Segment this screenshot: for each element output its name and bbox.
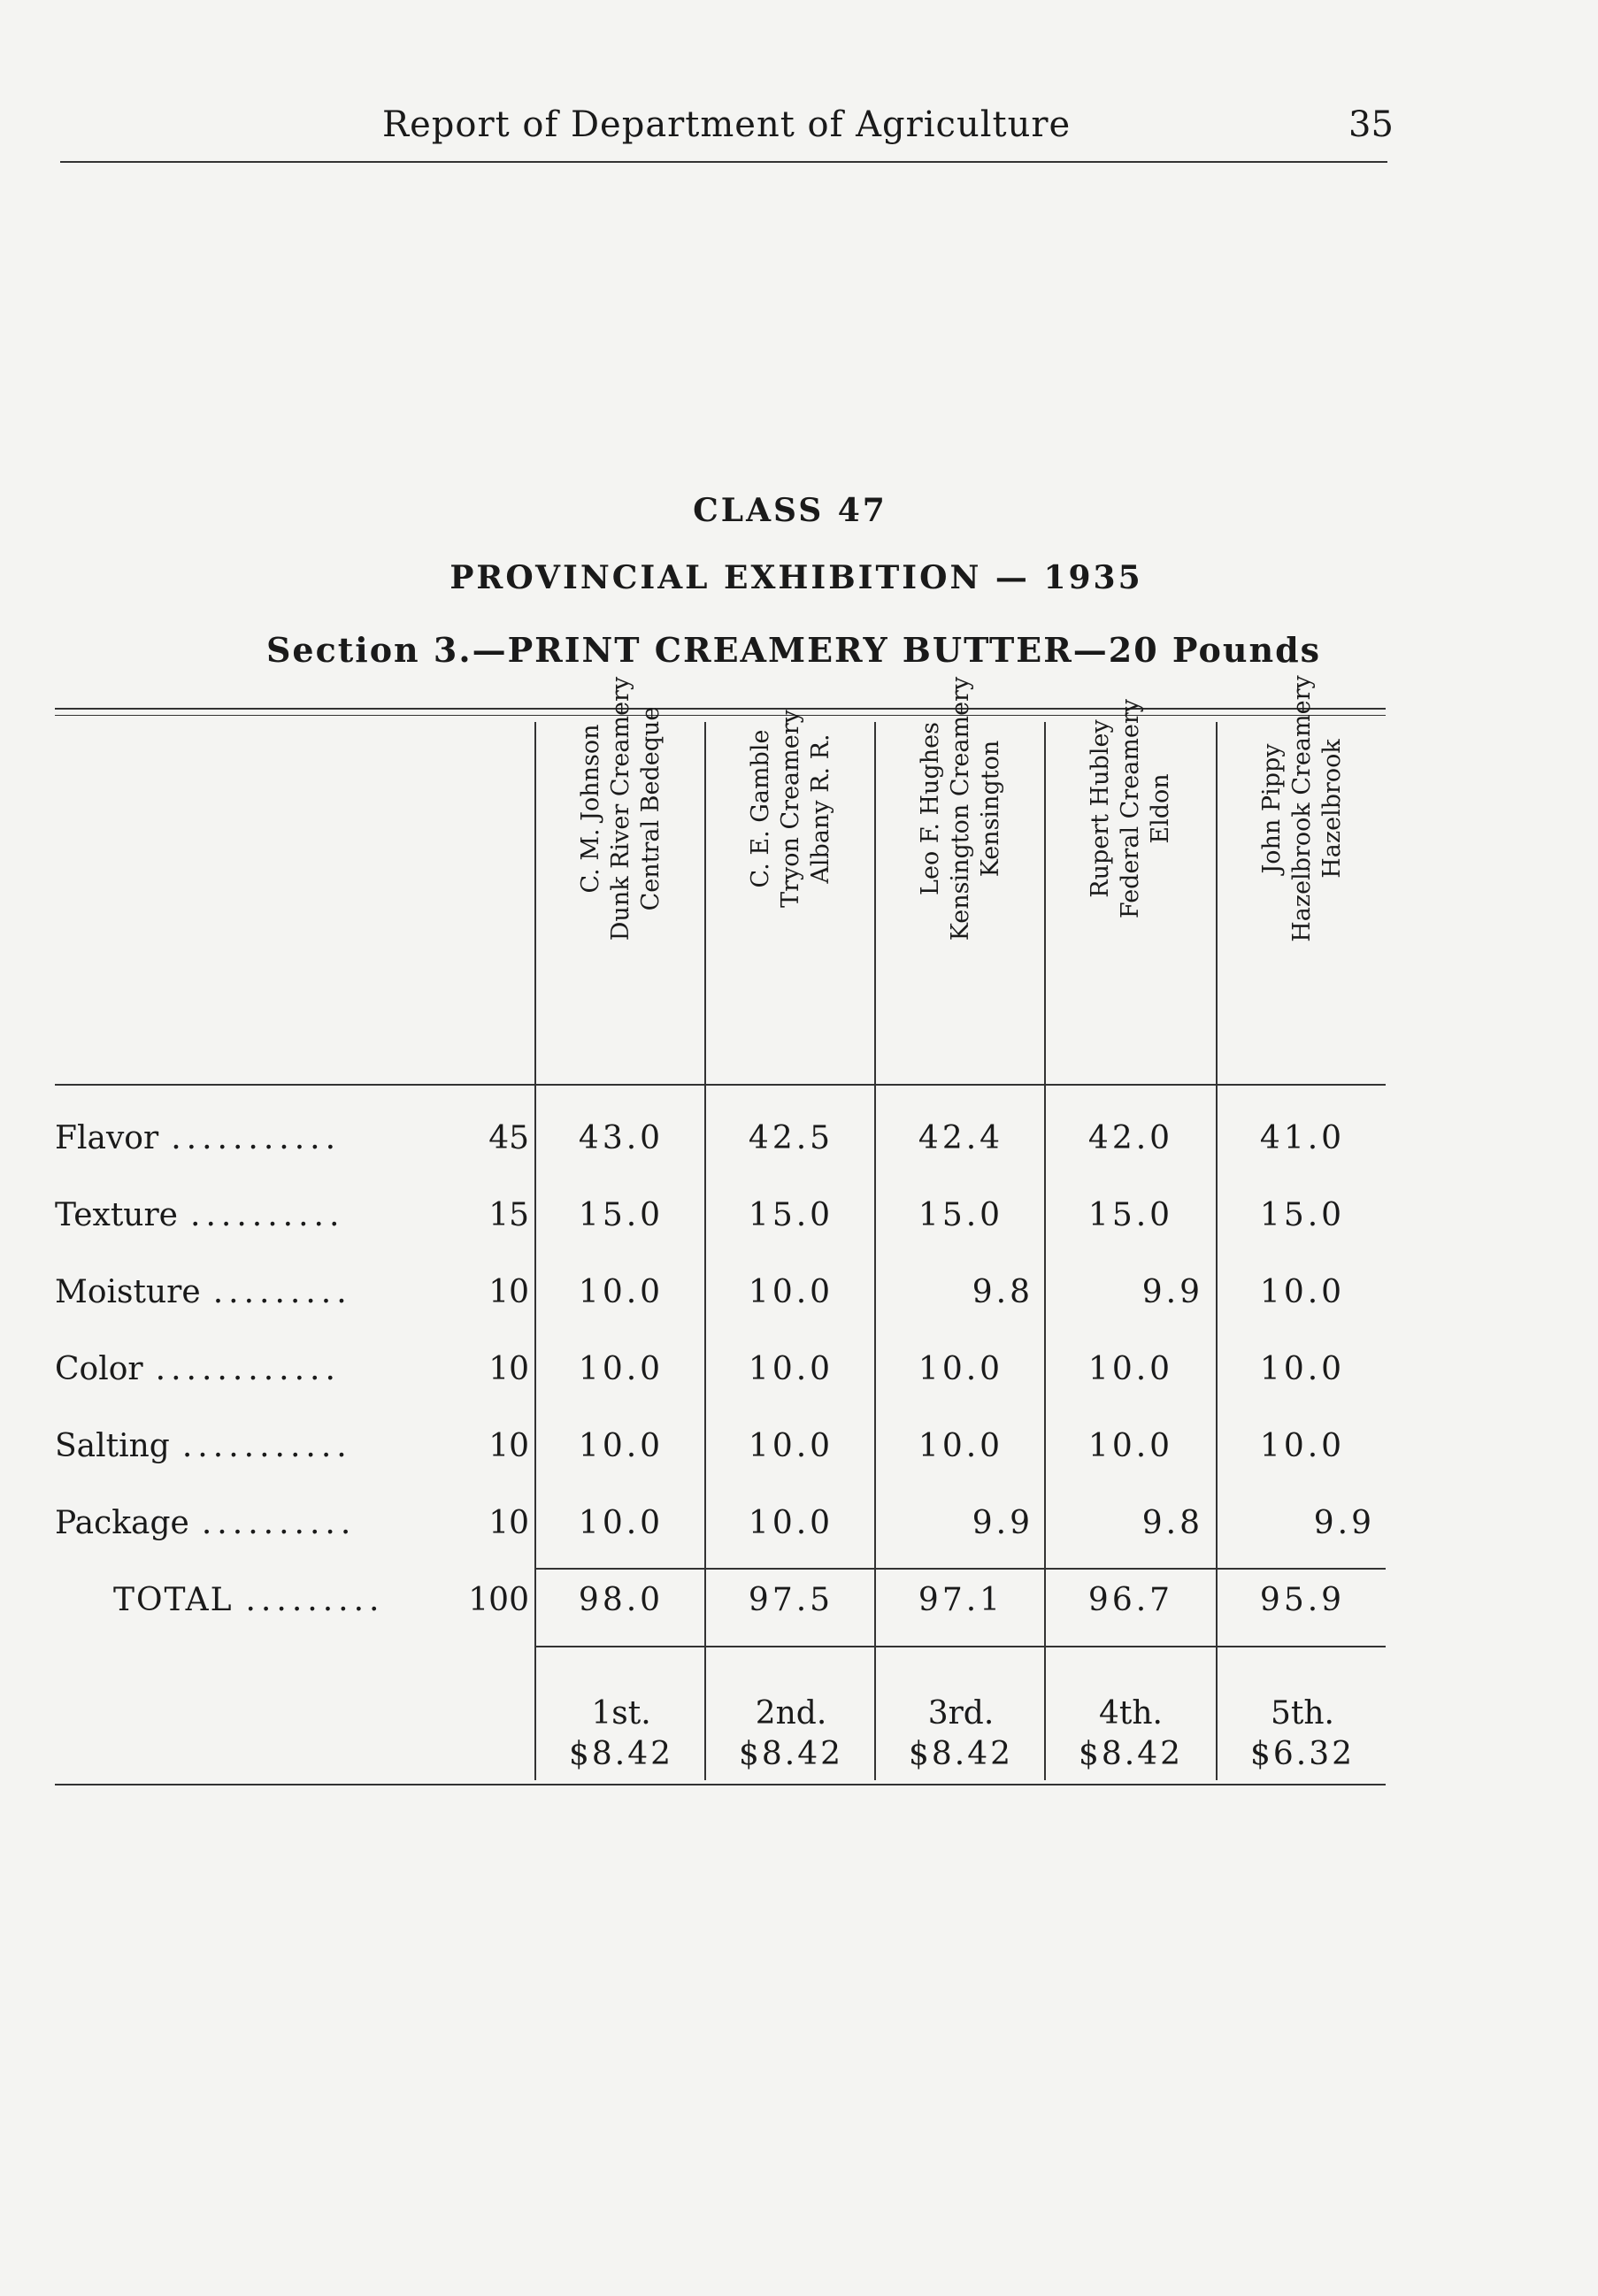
placing: 2nd. [755, 1695, 827, 1732]
exhibitor-name: Rupert Hubley [1087, 719, 1114, 898]
row-max-points: 10 [488, 1428, 529, 1464]
score-cell: 9.8 [1141, 1505, 1203, 1541]
exhibitor-creamery: Tryon Creamery [777, 710, 804, 908]
row-max-points: 15 [488, 1197, 529, 1233]
score-cell: 15.0 [1087, 1197, 1174, 1233]
score-cell: 15.0 [748, 1197, 834, 1233]
row-max-points: 45 [488, 1120, 529, 1156]
score-cell: 10.0 [578, 1428, 665, 1464]
score-cell: 42.5 [748, 1120, 834, 1156]
score-cell: 10.0 [748, 1428, 834, 1464]
total-bottom-rule [534, 1646, 1386, 1647]
prize-amount: $8.42 [908, 1736, 1014, 1772]
total-max-points: 100 [468, 1582, 529, 1618]
header-rule [60, 161, 1387, 163]
score-cell: 10.0 [748, 1274, 834, 1310]
column-header-exhibitor-5 [1218, 675, 1387, 1076]
score-cell: 10.0 [918, 1351, 1004, 1387]
exhibitor-location: Eldon [1147, 773, 1174, 844]
score-cell: 41.0 [1259, 1120, 1346, 1156]
award-cell [1046, 1693, 1216, 1775]
exhibitor-name: C. E. Gamble [747, 729, 774, 888]
column-header-exhibitor-4 [1046, 698, 1216, 1076]
score-cell: 9.9 [1313, 1505, 1375, 1541]
total-top-rule [534, 1568, 1386, 1570]
exhibitor-name: C. M. Johnson [577, 724, 604, 894]
exhibitor-creamery: Kensington Creamery [947, 676, 974, 941]
exhibitor-location: Kensington [977, 740, 1004, 878]
total-cell: 96.7 [1087, 1582, 1174, 1618]
running-title: Report of Department of Agriculture [382, 104, 1072, 145]
prize-amount: $8.42 [738, 1736, 844, 1772]
exhibitor-location: Hazelbrook [1318, 739, 1346, 879]
exhibitor-creamery: Federal Creamery [1117, 698, 1144, 919]
placing: 1st. [591, 1695, 651, 1732]
placing: 4th. [1099, 1695, 1163, 1732]
score-cell: 10.0 [1087, 1428, 1174, 1464]
score-cell: 10.0 [918, 1428, 1004, 1464]
section-heading: Section 3.—PRINT CREAMERY BUTTER—20 Pounds [265, 630, 1322, 670]
exhibitor-location: Albany R. R. [807, 733, 834, 884]
prize-amount: $8.42 [568, 1736, 674, 1772]
running-head [0, 104, 1598, 157]
placing: 5th. [1271, 1695, 1334, 1732]
score-cell: 15.0 [918, 1197, 1004, 1233]
row-max-points: 10 [488, 1505, 529, 1541]
row-label: Package .......... [55, 1505, 357, 1541]
prize-amount: $6.32 [1249, 1736, 1356, 1772]
score-cell: 10.0 [1259, 1274, 1346, 1310]
score-cell: 10.0 [578, 1274, 665, 1310]
score-cell: 9.8 [972, 1274, 1033, 1310]
exhibitor-name: John Pippy [1258, 743, 1286, 874]
total-cell: 97.1 [918, 1582, 1004, 1618]
class-heading: CLASS 47 [693, 492, 887, 529]
table-top-rule [55, 708, 1386, 710]
score-cell: 9.9 [972, 1505, 1033, 1541]
total-label: TOTAL ......... [113, 1582, 385, 1618]
table-top-rule-2 [55, 715, 1386, 716]
exhibitor-name: Leo F. Hughes [917, 722, 944, 895]
total-cell: 98.0 [578, 1582, 665, 1618]
score-cell: 10.0 [1087, 1351, 1174, 1387]
score-cell: 10.0 [1259, 1351, 1346, 1387]
placing: 3rd. [927, 1695, 995, 1732]
row-label: Flavor ........... [55, 1120, 342, 1156]
column-header-exhibitor-2 [706, 710, 876, 1076]
row-label: Texture .......... [55, 1197, 345, 1233]
row-max-points: 10 [488, 1274, 529, 1310]
award-cell [1218, 1693, 1387, 1775]
column-header-exhibitor-3 [876, 676, 1046, 1076]
score-cell: 10.0 [578, 1351, 665, 1387]
total-cell: 97.5 [748, 1582, 834, 1618]
exhibitor-creamery: Dunk River Creamery [607, 676, 634, 941]
score-cell: 43.0 [578, 1120, 665, 1156]
row-max-points: 10 [488, 1351, 529, 1387]
column-header-exhibitor-1 [536, 676, 706, 1076]
score-cell: 9.9 [1141, 1274, 1203, 1310]
award-cell [536, 1693, 706, 1775]
score-cell: 42.4 [918, 1120, 1004, 1156]
award-cell [706, 1693, 876, 1775]
score-cell: 10.0 [1259, 1428, 1346, 1464]
score-cell: 15.0 [578, 1197, 665, 1233]
row-label: Color ............ [55, 1351, 341, 1387]
score-cell: 10.0 [578, 1505, 665, 1541]
header-bottom-rule [55, 1084, 1386, 1086]
total-cell: 95.9 [1259, 1582, 1346, 1618]
score-cell: 42.0 [1087, 1120, 1174, 1156]
page-number: 35 [1348, 104, 1394, 145]
score-cell: 10.0 [748, 1351, 834, 1387]
exhibition-heading: PROVINCIAL EXHIBITION — 1935 [449, 559, 1143, 596]
prize-amount: $8.42 [1078, 1736, 1184, 1772]
award-cell [876, 1693, 1046, 1775]
row-label: Moisture ......... [55, 1274, 352, 1310]
row-label: Salting ........... [55, 1428, 352, 1464]
score-cell: 10.0 [748, 1505, 834, 1541]
table-bottom-rule [55, 1784, 1386, 1785]
exhibitor-creamery: Hazelbrook Creamery [1288, 675, 1316, 942]
score-cell: 15.0 [1259, 1197, 1346, 1233]
exhibitor-location: Central Bedeque [637, 706, 665, 911]
